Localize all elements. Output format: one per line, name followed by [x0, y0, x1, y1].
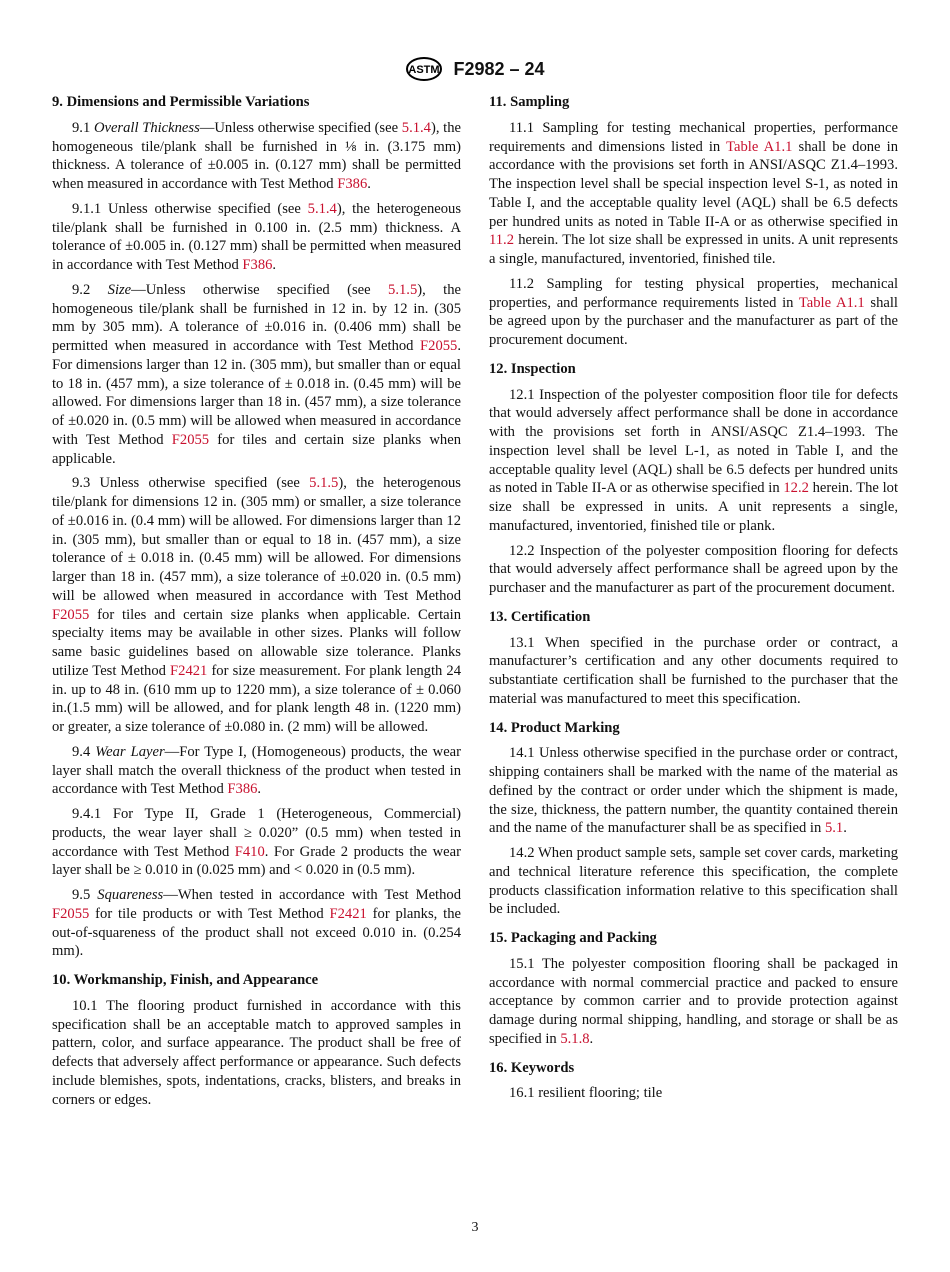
- paragraph: [489, 542, 898, 598]
- cross-reference-link[interactable]: 12.2: [783, 480, 809, 497]
- astm-logo: [405, 56, 443, 82]
- cross-reference-link[interactable]: F2055: [52, 905, 90, 922]
- paragraph: [489, 119, 898, 269]
- section-heading: 9. Dimensions and Permissible Variations: [52, 94, 310, 110]
- text-run: herein. The lot size shall be expressed in units. A unit represents a single, manufactured, inventoried, finished tile.: [489, 232, 898, 267]
- text-run: for planks, the out-of-squareness of the product shall not exceed 0.010 in. (0.254 mm).: [52, 905, 462, 960]
- text-run: .: [272, 257, 277, 273]
- cross-reference-link[interactable]: F2055: [420, 338, 458, 354]
- text-run: 11.1 Sampling for testing mechanical properties, performance requirements and dimensions listed in: [489, 119, 898, 155]
- standard-designation: F2982 – 24: [453, 58, 545, 79]
- text-run: 11.2 Sampling for testing physical properties, mechanical properties, and performance requirements listed in: [489, 275, 898, 311]
- text-run: —Unless otherwise specified (see: [131, 281, 389, 298]
- cross-reference-link[interactable]: Table A1.1: [798, 294, 865, 311]
- page-header: [0, 56, 950, 82]
- svg-text:ASTM: ASTM: [408, 64, 441, 76]
- italic-term: Overall Thickness: [93, 119, 200, 136]
- cross-reference-link[interactable]: 11.2: [489, 232, 514, 249]
- section: [489, 719, 898, 920]
- section: [52, 93, 461, 961]
- text-run: 14.1 Unless otherwise specified in the purchase order or contract, shipping containers shall be marked with the name of the material as defined by the contract or order under which the shipment is made, the size, thickness, the pattern number, the quantity contained therein and the name of the manufacturer shall be as specified in: [489, 745, 898, 837]
- text-run: .: [367, 176, 371, 192]
- section-heading: 16. Keywords: [489, 1059, 575, 1076]
- section-heading: 11. Sampling: [489, 94, 570, 110]
- cross-reference-link[interactable]: F410: [234, 843, 265, 860]
- text-run: shall be done in accordance with the provisions set forth in ANSI/ASQC Z1.4–1993. The inspection level shall be special inspection level S-1, as noted in Table I, and the acceptable quality level (AQL) shall be 6.5 defects per hundred units as noted in Table II-A or as otherwise specified in: [489, 138, 899, 230]
- text-run: 9.3 Unless otherwise specified (see: [72, 475, 310, 492]
- section: [489, 93, 898, 350]
- text-run: .: [589, 1030, 594, 1047]
- cross-reference-link[interactable]: F2055: [171, 431, 210, 448]
- cross-reference-link[interactable]: 5.1.4: [307, 200, 337, 217]
- section: [52, 971, 461, 1109]
- paragraph: [489, 275, 898, 350]
- cross-reference-link[interactable]: 5.1.5: [388, 281, 418, 298]
- section: [489, 608, 898, 709]
- paragraph: [52, 805, 461, 880]
- paragraph: [52, 200, 461, 275]
- text-run: ), the heterogeneous tile/plank shall be furnished in 0.100 in. (2.5 mm) thickness. A tolerance of ±0.005 in. (0.127 mm) shall be permitted when measured in accordance with Test Method: [52, 200, 461, 273]
- text-run: 9.4: [72, 743, 96, 760]
- text-run: . For Grade 2 products the wear layer shall be ≥ 0.010 in (0.025 mm) and < 0.020 in (0.5 mm).: [52, 843, 461, 879]
- text-run: 9.5: [72, 887, 98, 903]
- paragraph: [52, 281, 461, 469]
- cross-reference-link[interactable]: F2421: [329, 905, 367, 922]
- cross-reference-link[interactable]: 5.1.5: [309, 475, 339, 492]
- paragraph: [52, 997, 461, 1110]
- text-run: . For dimensions larger than 12 in. (305 mm), but smaller than or equal to 18 in. (457 mm), a size tolerance of ± 0.018 in. (0.45 mm) will be allowed. For dimensions larger than 18 in. (457 mm), a size tolerance of ±0.020 in. (0.5 mm) will be allowed when measured in accordance with Test Method: [52, 338, 461, 448]
- text-run: 9.2: [72, 281, 108, 298]
- section-heading: 12. Inspection: [489, 360, 576, 377]
- text-run: herein. The lot size shall be expressed in units. A unit represents a single, manufactured, inventoried, finished tile or plank.: [489, 480, 898, 534]
- text-run: 10.1 The flooring product furnished in accordance with this specification shall be an acceptable match to approved samples in pattern, color, and surface appearance. The product shall be free of defects that adversely affect performance or appearance. Such defects include blemishes, spots, indentations, cracks, blisters, and breaks in corners or edges.: [52, 997, 461, 1108]
- text-run: 16.1 resilient flooring; tile: [509, 1085, 663, 1102]
- section: [489, 929, 898, 1049]
- text-run: for tile products or with Test Method: [89, 905, 330, 922]
- italic-term: Size: [107, 281, 132, 298]
- text-run: 9.4.1 For Type II, Grade 1 (Heterogeneous, Commercial) products, the wear layer shall ≥ 0.020” (0.5 mm) when tested in accordance with Test Method: [52, 806, 461, 860]
- paragraph: [489, 634, 898, 709]
- text-run: 12.2 Inspection of the polyester composition flooring for defects that would adversely affect performance shall be agreed upon by the purchaser and the manufacturer as part of the procurement document.: [489, 542, 898, 596]
- italic-term: Wear Layer: [95, 743, 165, 760]
- text-run: .: [843, 820, 847, 837]
- text-run: 12.1 Inspection of the polyester composition floor tile for defects that would adversely affect performance shall be done in accordance with the provisions set forth in ANSI/ASQC Z1.4–1993. The inspection level shall be level L-1, as noted in Table I, and the acceptable quality level (AQL) shall be 6.5 defects per hundred units as noted in Table II-A or as otherwise specified in: [489, 386, 898, 497]
- text-run: —When tested in accordance with Test Method: [163, 887, 462, 903]
- cross-reference-link[interactable]: F386: [227, 781, 258, 798]
- cross-reference-link[interactable]: F386: [242, 257, 273, 273]
- text-run: .: [257, 781, 262, 798]
- paragraph: [489, 744, 898, 838]
- text-run: for tiles and certain size planks when applicable.: [52, 431, 462, 467]
- paragraph: [52, 886, 461, 961]
- text-run: —For Type I, (Homogeneous) products, the wear layer shall match the overall thickness of the product when tested in accordance with Test Method: [52, 743, 462, 798]
- text-run: ), the homogeneous tile/plank shall be furnished in ⅛ in. (3.175 mm) thickness. A tolerance of ±0.005 in. (0.127 mm) shall be permitted when measured in accordance with Test Method: [52, 119, 461, 192]
- text-run: —Unless otherwise specified (see: [199, 119, 402, 136]
- section-heading: 14. Product Marking: [489, 719, 620, 736]
- right-column: [489, 93, 898, 1113]
- text-run: 14.2 When product sample sets, sample set cover cards, marketing and technical literature reference this specification, the complete products classification information relative to this specification shall be included.: [489, 845, 898, 918]
- section-heading: 10. Workmanship, Finish, and Appearance: [52, 972, 319, 988]
- paragraph: [489, 955, 898, 1049]
- text-run: shall be agreed upon by the purchaser and the manufacturer as part of the procurement document.: [489, 294, 898, 348]
- paragraph: [52, 119, 461, 194]
- text-run: 9.1.1 Unless otherwise specified (see: [72, 200, 308, 217]
- paragraph: [52, 474, 461, 737]
- cross-reference-link[interactable]: F386: [337, 176, 368, 192]
- text-run: for size measurement. For plank length 24 in. up to 48 in. (610 mm up to 1220 mm), a size tolerance of ± 0.060 in.(1.5 mm) will be allowed, and for plank length 48 in. (1220 mm) or greater, a size tolerance of ±0.080 in. (2 mm) will be allowed.: [52, 662, 461, 735]
- text-run: 13.1 When specified in the purchase order or contract, a manufacturer’s certification and any other documents required to substantiate certification shall be furnished to the purchaser that the material was manufactured to meet this specification.: [489, 634, 898, 707]
- text-run: for tiles and certain size planks when applicable. Certain specialty items may be available in other sizes. Planks will follow same basic guidelines based on allowable size tolerance. Planks utilize Test Method: [52, 606, 461, 679]
- text-run: ), the heterogenous tile/plank for dimensions 12 in. (305 mm) or smaller, a size tolerance of ±0.016 in. (0.4 mm) will be allowed. For dimensions larger than 12 in. (305 mm), but smaller than or equal to 18 in. (457 mm), a size tolerance of ± 0.018 in. (0.45 mm) will be allowed. For dimensions larger than 18 in. (457 mm), a size tolerance of ±0.020 in. (0.5 mm) will be allowed when measured in accordance with Test Method: [52, 475, 462, 604]
- left-column: [52, 93, 461, 1119]
- section-heading: 13. Certification: [489, 608, 591, 625]
- section-heading: 15. Packaging and Packing: [489, 930, 657, 946]
- cross-reference-link[interactable]: 5.1.4: [401, 119, 431, 136]
- text-run: 9.1: [72, 119, 94, 136]
- page-number: 3: [471, 1220, 479, 1235]
- text-run: ), the homogeneous tile/plank shall be furnished in 12 in. by 12 in. (305 mm by 305 mm). A tolerance of ±0.016 in. (0.406 mm) shall be permitted when measured in accordance with Test Method: [52, 281, 461, 354]
- cross-reference-link[interactable]: 5.1.8: [560, 1030, 590, 1047]
- paragraph: [489, 1084, 898, 1103]
- cross-reference-link[interactable]: F2421: [170, 662, 208, 679]
- text-run: 15.1 The polyester composition flooring shall be packaged in accordance with normal commercial practice and packed to ensure acceptance by common carrier and to provide protection against damage during normal shipping, handling, and storage or shall be as specified in: [489, 955, 898, 1047]
- paragraph: [489, 386, 898, 536]
- section: [489, 1059, 898, 1104]
- cross-reference-link[interactable]: 5.1: [824, 820, 844, 837]
- italic-term: Squareness: [97, 887, 164, 903]
- paragraph: [489, 844, 898, 919]
- section: [489, 360, 898, 598]
- cross-reference-link[interactable]: Table A1.1: [726, 138, 793, 155]
- paragraph: [52, 743, 461, 799]
- cross-reference-link[interactable]: F2055: [52, 606, 90, 623]
